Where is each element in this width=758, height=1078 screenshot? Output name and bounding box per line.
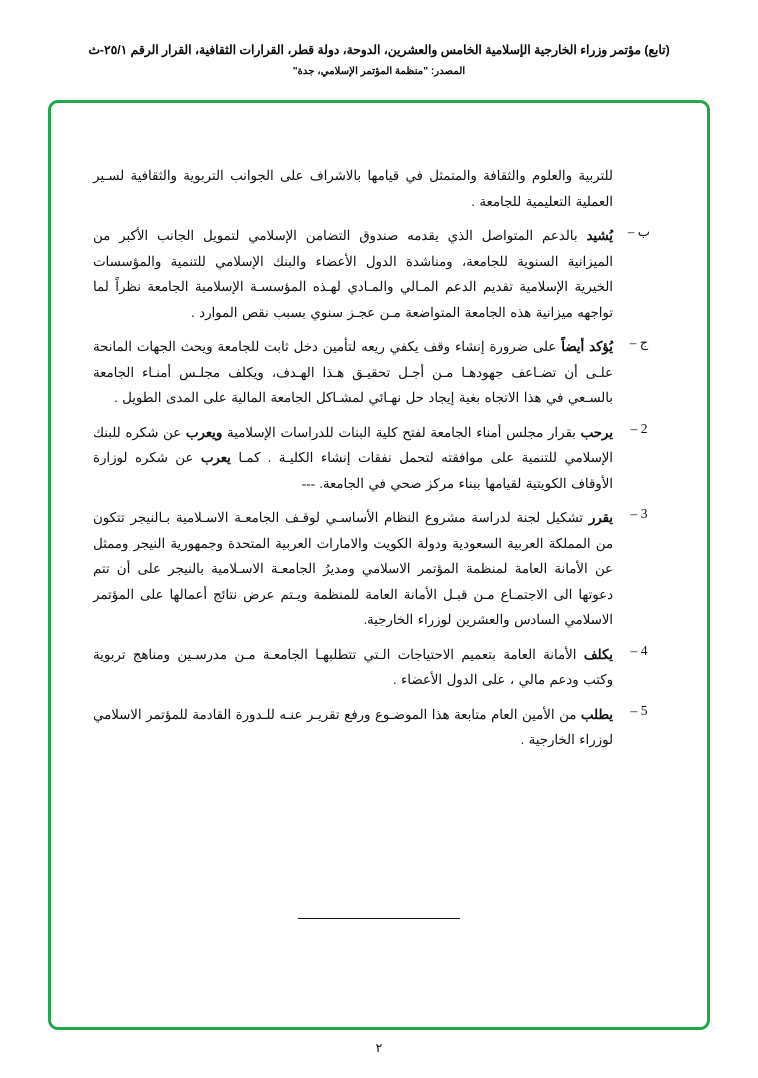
paragraph-rest: بالدعم المتواصل الذي يقدمه صندوق التضامن الإسلامي لتمويل الجانب الأكبر من الميزانية السنوية للجامعة، ومناشدة الدول الأعضاء والبنك الإسلامي للتنمية والمؤسسات الخيرية الإسلامية تقديم الدعم المـالي والمـادي لهـذه المؤسسـة الإسلامية الجامعة نظراً لما تواجهه ميزانية هذه الجامعة المتواضعة مـن عجـز سنوي بسبب نقص الموارد . xyxy=(93,228,613,320)
paragraph-rest: من الأمين العام متابعة هذا الموضـوع ورفع تقريـر عنـه للـدورة القادمة للمؤتمر الاسلامي لوزراء الخارجية . xyxy=(93,706,613,748)
paragraph-marker: 4 – xyxy=(630,642,648,658)
paragraph-item-b xyxy=(93,223,665,325)
paragraph-rest: بقرار مجلس أمناء الجامعة لفتح كلية البنات للدراسات الإسلامية ويعرب عن شكره للبنك الإسلامي للتنمية على موافقته لتحمل نفقات إنشاء الكليـة . كمـا يعرب عن شكره لوزارة الأوقاف الكويتية لقيامها ببناء مركز صحي في الجامعة. --- xyxy=(93,424,613,491)
paragraph-item-5 xyxy=(93,702,665,753)
paragraph-rest: تشكيل لجنة لدراسة مشروع النظام الأساسـي لوقـف الجامعـة الاسـلامية بـالنيجر تتكون من المملكة العربية السعودية ودولة الكويت والامارات العربية المتحدة وجمهورية النيجر وممثل عن الأمانة العامة لمنظمة المؤتمر الاسلامي ومديرُ الجامعـة الاسـلامية بالنيجر على أن تتم دعوتها الى الاجتمـاع مـن قبـل الأمانة العامة للمنظمة ويـتم عرض نتائج أعمالها على المؤتمر الاسلامي السادس والعشرين لوزراء الخارجية. xyxy=(93,510,613,628)
paragraph-continuation xyxy=(93,163,665,214)
paragraph-lead: يُؤكد أيضاً xyxy=(561,339,613,355)
paragraph-text xyxy=(93,642,613,693)
paragraph-lead: يرحب xyxy=(580,424,613,440)
paragraph-marker: ج – xyxy=(629,335,649,351)
paragraph-rest: الأمانة العامة بتعميم الاحتياجات الـتي تتطلبهـا الجامعـة مـن مدرسـين ومناهج تربوية وكتب ودعم مالي ، على الدول الأعضاء . xyxy=(93,646,613,688)
paragraph-lead: يطلب xyxy=(580,706,613,722)
page-number: ٢ xyxy=(375,1041,383,1055)
paragraph-marker: 2 – xyxy=(630,420,648,436)
paragraph-text xyxy=(93,505,613,633)
paragraph-item-3 xyxy=(93,505,665,633)
document-body xyxy=(93,163,665,1007)
document-header xyxy=(60,42,698,79)
paragraph-lead: يُشيد xyxy=(586,228,613,244)
paragraph-text xyxy=(93,420,613,497)
horizontal-rule xyxy=(93,918,665,919)
paragraph-lead: يكلف xyxy=(583,646,613,662)
content-frame xyxy=(48,100,710,1030)
paragraph-lead: يقرر xyxy=(588,510,613,526)
paragraph-text: للتربية والعلوم والثقافة والمتمثل في قيامها بالاشراف على الجوانب التربوية والثقافية لسـير العملية التعليمية للجامعة . xyxy=(93,168,613,209)
paragraph-item-c xyxy=(93,334,665,411)
paragraph-marker: ب – xyxy=(627,224,651,240)
paragraph-rest: على ضرورة إنشاء وقف يكفي ريعه لتأمين دخل ثابت للجامعة ويحث الجهات المانحة علـى أن تضـاعف جهودهـا مـن أجـل تحقيـق هـذا الهـدف، ويكلف مجلـس أمنـاء الجامعة بالسـعي في هذا الاتجاه بغية إيجاد حل نهـائي لمشـاكل الجامعة المالية على المدى الطويل . xyxy=(93,339,613,406)
paragraph-marker: 3 – xyxy=(630,506,648,522)
paragraph-item-2 xyxy=(93,420,665,497)
paragraph-item-4 xyxy=(93,642,665,693)
paragraph-text xyxy=(93,223,613,325)
header-source: المصدر: "منظمة المؤتمر الإسلامي، جدة" xyxy=(292,66,466,78)
header-title: (تابع) مؤتمر وزراء الخارجية الإسلامية الخامس والعشرين، الدوحة، دولة قطر، القرارات الثقافية، القرار الرقم ٢٥/١-ث xyxy=(88,43,670,57)
paragraph-text xyxy=(93,334,613,411)
paragraph-marker: 5 – xyxy=(630,702,648,718)
paragraph-text xyxy=(93,702,613,753)
